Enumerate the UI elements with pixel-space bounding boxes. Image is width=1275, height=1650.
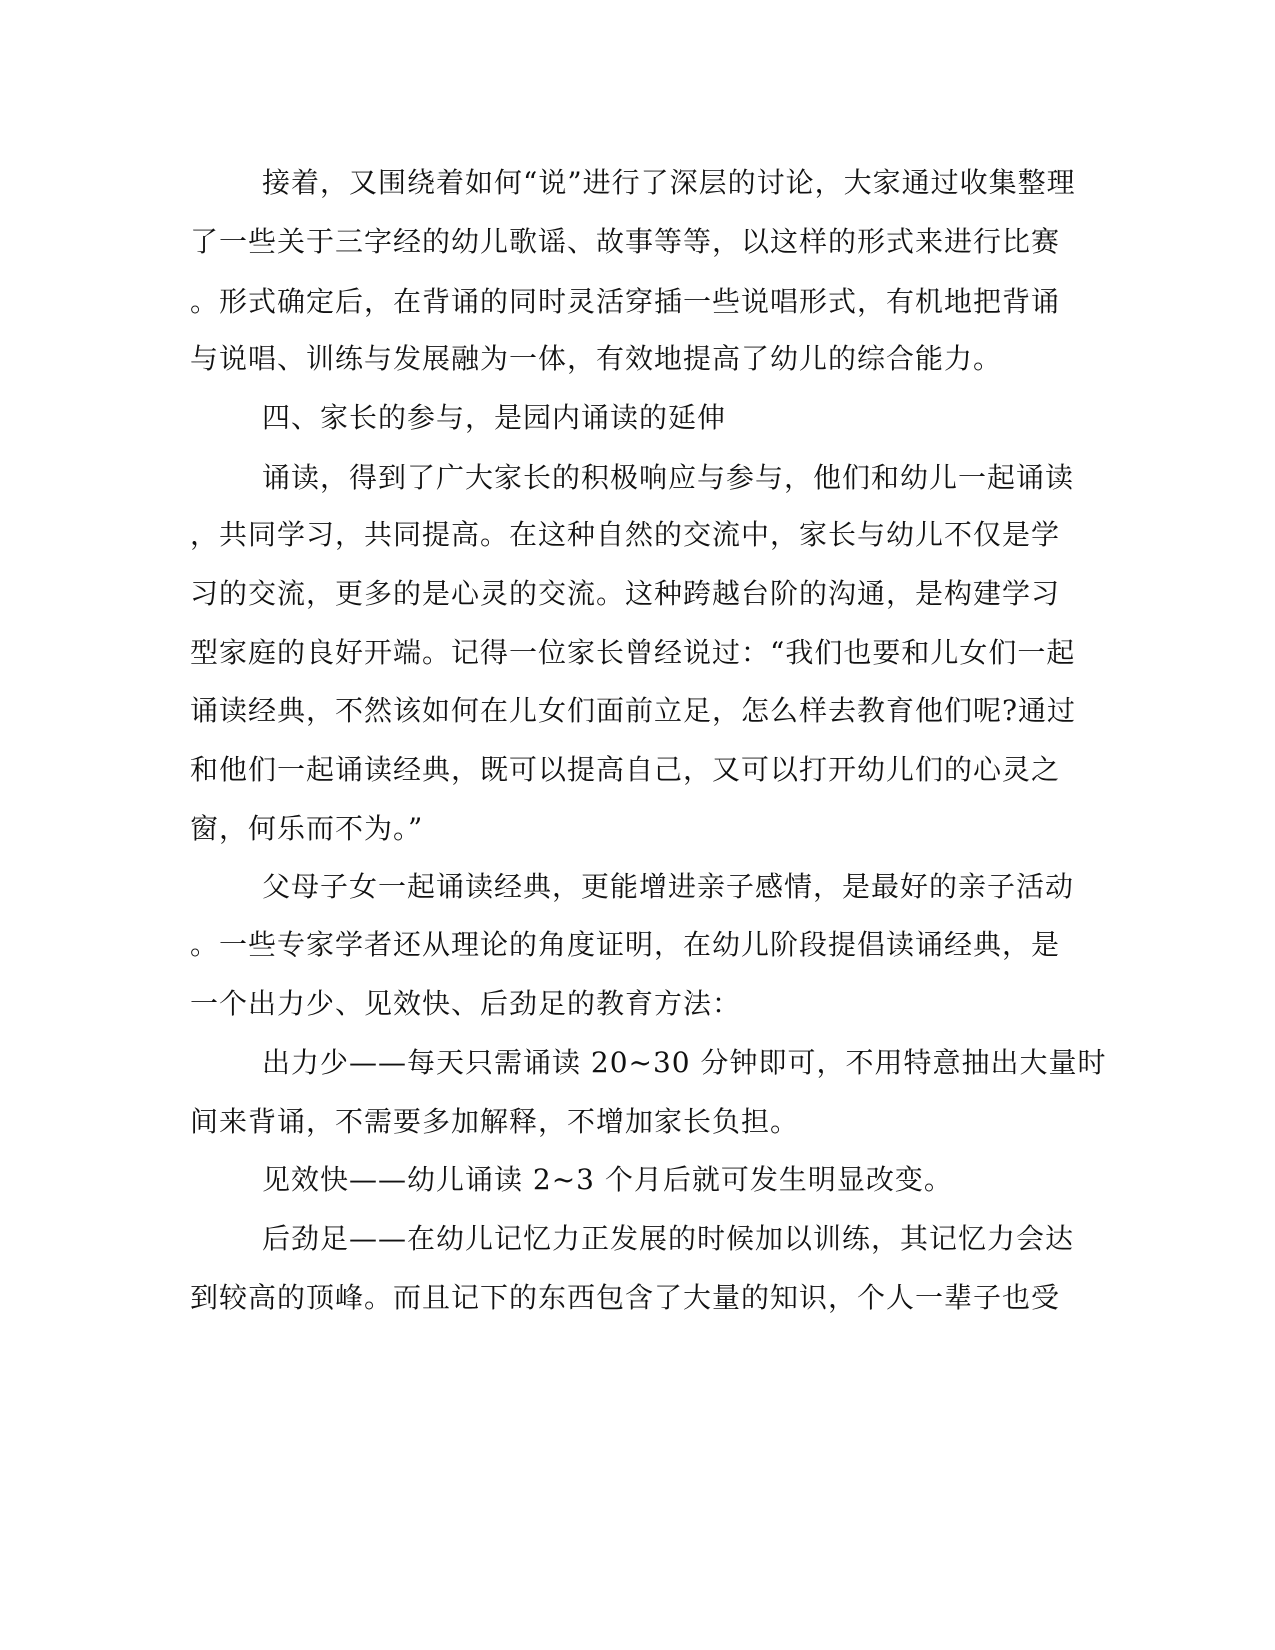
- text-line: 接着，又围绕着如何“说”进行了深层的讨论，大家通过收集整理: [262, 166, 1076, 199]
- section-heading: 四、家长的参与，是园内诵读的延伸: [262, 401, 727, 434]
- text-line: 了一些关于三字经的幼儿歌谣、故事等等，以这样的形式来进行比赛: [190, 225, 1061, 258]
- text-line: 型家庭的良好开端。记得一位家长曾经说过：“我们也要和儿女们一起: [190, 636, 1076, 669]
- text-line: 出力少——每天只需诵读 20~30 分钟即可，不用特意抽出大量时: [262, 1046, 1107, 1079]
- text-line: 间来背诵，不需要多加解释，不增加家长负担。: [190, 1105, 800, 1138]
- text-line: 诵读经典，不然该如何在儿女们面前立足，怎么样去教育他们呢?通过: [190, 694, 1077, 727]
- text-line: 。形式确定后，在背诵的同时灵活穿插一些说唱形式，有机地把背诵: [190, 285, 1061, 318]
- text-line: ，共同学习，共同提高。在这种自然的交流中，家长与幼儿不仅是学: [190, 518, 1061, 551]
- text-line: 到较高的顶峰。而且记下的东西包含了大量的知识，个人一辈子也受: [190, 1281, 1061, 1314]
- text-line: 和他们一起诵读经典，既可以提高自己，又可以打开幼儿们的心灵之: [190, 753, 1061, 786]
- text-line: 一个出力少、见效快、后劲足的教育方法：: [190, 987, 742, 1020]
- text-line: 诵读，得到了广大家长的积极响应与参与，他们和幼儿一起诵读: [262, 461, 1075, 494]
- text-line: 与说唱、训练与发展融为一体，有效地提高了幼儿的综合能力。: [190, 342, 1003, 375]
- text-line: 后劲足——在幼儿记忆力正发展的时候加以训练，其记忆力会达: [262, 1222, 1075, 1255]
- text-line: 。一些专家学者还从理论的角度证明，在幼儿阶段提倡读诵经典，是: [190, 928, 1061, 961]
- text-line: 习的交流，更多的是心灵的交流。这种跨越台阶的沟通，是构建学习: [190, 577, 1061, 610]
- text-line: 窗，何乐而不为。”: [190, 812, 424, 845]
- text-line: 见效快——幼儿诵读 2~3 个月后就可发生明显改变。: [262, 1163, 953, 1196]
- text-line: 父母子女一起诵读经典，更能增进亲子感情，是最好的亲子活动: [262, 870, 1075, 903]
